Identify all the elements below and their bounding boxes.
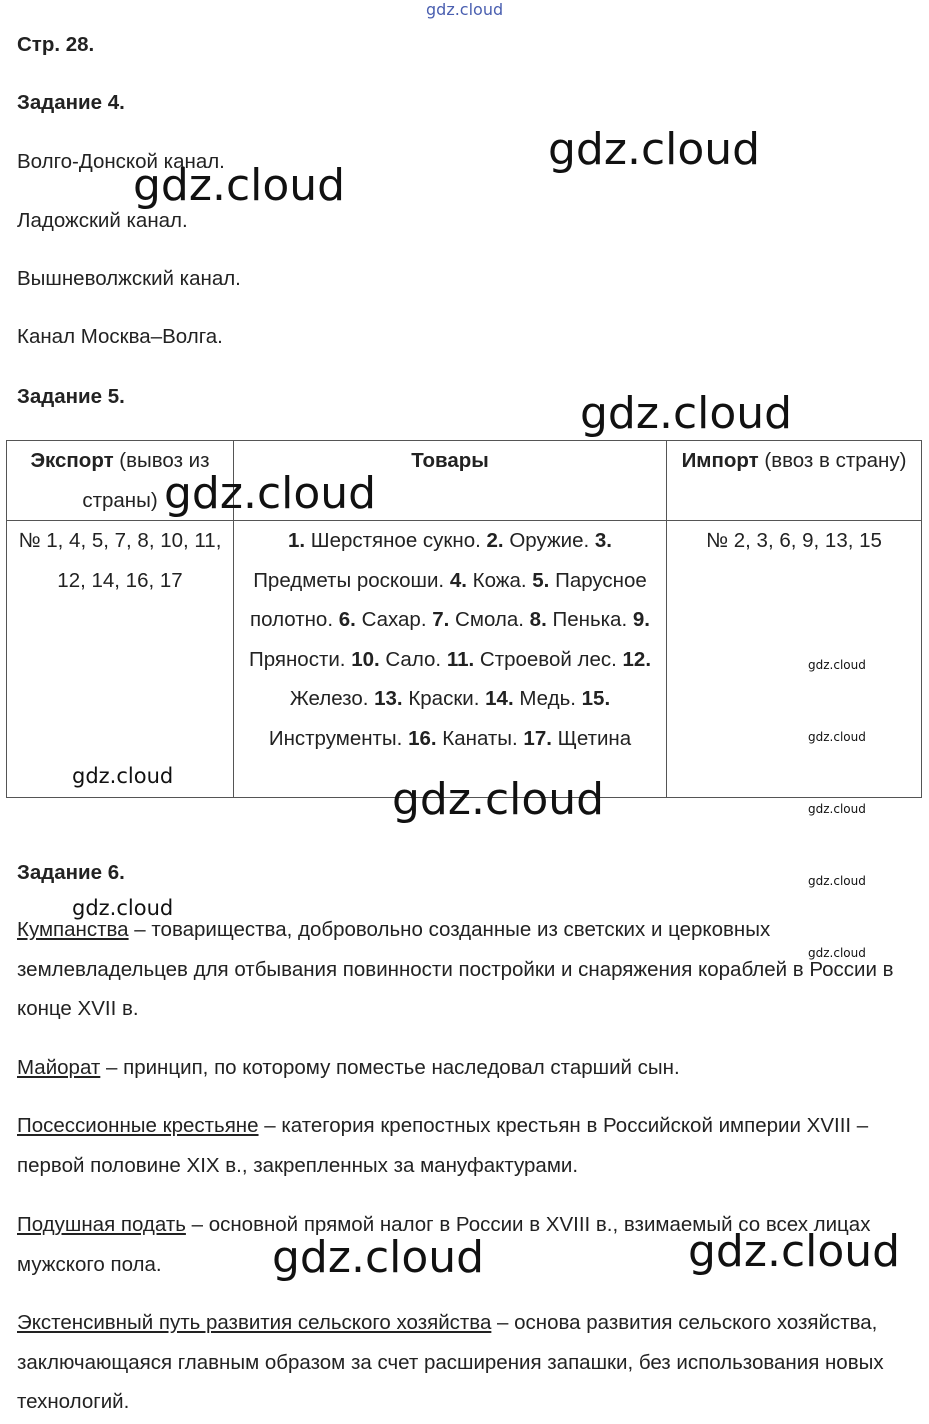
definition-ekstensivnyj bbox=[17, 1303, 917, 1422]
task4-item: Волго-Донской канал. bbox=[17, 150, 225, 173]
goods-number: 15. bbox=[581, 687, 611, 710]
export-header-bold: Экспорт bbox=[30, 449, 114, 472]
task5-title: Задание 5. bbox=[17, 385, 125, 408]
watermark: gdz.cloud bbox=[808, 946, 866, 960]
goods-number: 14. bbox=[485, 687, 514, 710]
task4-item: Ладожский канал. bbox=[17, 209, 188, 232]
goods-number: 5. bbox=[532, 568, 550, 592]
task4-title: Задание 4. bbox=[17, 91, 125, 114]
watermark: gdz.cloud bbox=[688, 1226, 901, 1277]
goods-number: 13. bbox=[374, 687, 403, 710]
watermark: gdz.cloud bbox=[808, 874, 866, 888]
goods-number: 1. bbox=[287, 529, 306, 552]
trade-table bbox=[6, 440, 922, 798]
goods-name: Сало. bbox=[385, 647, 442, 671]
goods-name: Предметы роскоши. bbox=[253, 568, 445, 592]
import-header-bold: Импорт bbox=[681, 449, 759, 472]
goods-item bbox=[530, 608, 627, 631]
goods-name: Канаты. bbox=[442, 726, 518, 750]
task6-title: Задание 6. bbox=[17, 861, 125, 884]
goods-item bbox=[351, 648, 441, 671]
goods-name: Парусное полотно. bbox=[250, 568, 647, 631]
definition-text: – товарищества, добровольно созданные из светских и церковных землевладельцев для отбывания повинности постройки и снаряжения кораблей в России в конце XVII в. bbox=[17, 918, 894, 1020]
watermark: gdz.cloud bbox=[392, 774, 605, 825]
goods-item bbox=[485, 687, 576, 710]
goods-name: Сахар. bbox=[361, 608, 427, 631]
import-header bbox=[667, 441, 922, 521]
goods-name: Инструменты. bbox=[268, 726, 403, 750]
watermark: gdz.cloud bbox=[72, 896, 174, 920]
goods-item bbox=[339, 608, 427, 631]
goods-number: 3. bbox=[594, 529, 613, 552]
watermark-top: gdz.cloud bbox=[426, 0, 504, 19]
goods-number: 6. bbox=[338, 608, 356, 631]
export-header bbox=[7, 441, 234, 521]
definition-text: – основной прямой налог в России в XVIII в., взимаемый со всех лицах мужского пола. bbox=[17, 1213, 871, 1276]
definition-text: – категория крепостных крестьян в Российской империи XVIII – первой половине XIX в., закрепленных за мануфактурами. bbox=[17, 1114, 869, 1177]
goods-cell bbox=[234, 521, 667, 798]
definition-term: Посессионные крестьяне bbox=[17, 1114, 259, 1137]
definition-majorat bbox=[17, 1048, 917, 1088]
goods-item bbox=[487, 529, 590, 552]
goods-number: 4. bbox=[449, 568, 467, 592]
watermark: gdz.cloud bbox=[808, 658, 866, 672]
definition-term: Подушная подать bbox=[17, 1213, 186, 1236]
goods-item bbox=[408, 727, 518, 750]
goods-item bbox=[447, 648, 617, 671]
definition-text: – принцип, по которому поместье наследовал старший сын. bbox=[100, 1056, 680, 1079]
watermark: gdz.cloud bbox=[164, 468, 377, 519]
goods-header: Товары bbox=[234, 441, 667, 521]
task4-item: Канал Москва–Волга. bbox=[17, 325, 223, 348]
export-cell: № 1, 4, 5, 7, 8, 10, 11, 12, 14, 16, 17 bbox=[7, 521, 234, 798]
import-cell: № 2, 3, 6, 9, 13, 15 bbox=[667, 521, 922, 798]
goods-item bbox=[523, 727, 631, 750]
goods-number: 17. bbox=[523, 726, 552, 750]
page-number: Стр. 28. bbox=[17, 33, 95, 56]
definition-term: Майорат bbox=[17, 1056, 101, 1079]
goods-name: Щетина bbox=[557, 726, 632, 750]
goods-number: 10. bbox=[351, 647, 380, 671]
definition-term: Кумпанства bbox=[17, 918, 129, 941]
import-header-rest: (ввоз в страну) bbox=[758, 449, 907, 472]
goods-item bbox=[374, 687, 479, 710]
watermark: gdz.cloud bbox=[548, 124, 761, 175]
watermark: gdz.cloud bbox=[133, 160, 346, 211]
watermark: gdz.cloud bbox=[808, 730, 866, 744]
table-row bbox=[7, 521, 922, 798]
goods-number: 8. bbox=[529, 608, 547, 631]
goods-name: Шерстяное сукно. bbox=[310, 529, 481, 552]
goods-number: 12. bbox=[622, 647, 652, 671]
definition-podushnaya bbox=[17, 1205, 917, 1284]
definition-term: Экстенсивный путь развития сельского хозяйства bbox=[17, 1311, 492, 1334]
goods-name: Кожа. bbox=[472, 568, 527, 592]
goods-name: Медь. bbox=[519, 687, 576, 710]
watermark: gdz.cloud bbox=[72, 764, 174, 788]
watermark: gdz.cloud bbox=[580, 388, 793, 439]
export-header-rest: (вывоз из страны) bbox=[82, 449, 210, 512]
definition-kumpanstva bbox=[17, 910, 917, 1029]
goods-name: Оружие. bbox=[509, 529, 590, 552]
goods-number: 11. bbox=[446, 647, 475, 671]
watermark: gdz.cloud bbox=[808, 802, 866, 816]
goods-item bbox=[288, 529, 481, 552]
watermark: gdz.cloud bbox=[272, 1232, 485, 1283]
task4-item: Вышневолжский канал. bbox=[17, 267, 241, 290]
goods-name: Смола. bbox=[455, 608, 524, 631]
definition-text: – основа развития сельского хозяйства, заключающаяся главным образом за счет расширения запашки, без использования новых технологий. bbox=[17, 1311, 884, 1413]
goods-name: Пенька. bbox=[552, 608, 628, 631]
goods-item bbox=[432, 608, 524, 631]
goods-name: Строевой лес. bbox=[479, 647, 617, 671]
goods-number: 16. bbox=[408, 726, 437, 750]
goods-item bbox=[450, 569, 527, 592]
goods-number: 7. bbox=[432, 608, 450, 631]
definition-possessionnye bbox=[17, 1106, 917, 1185]
goods-name: Железо. bbox=[289, 687, 369, 710]
goods-number: 9. bbox=[632, 608, 650, 631]
table-header-row bbox=[7, 441, 922, 521]
goods-name: Пряности. bbox=[248, 647, 346, 671]
goods-number: 2. bbox=[486, 529, 504, 552]
goods-name: Краски. bbox=[408, 687, 480, 710]
